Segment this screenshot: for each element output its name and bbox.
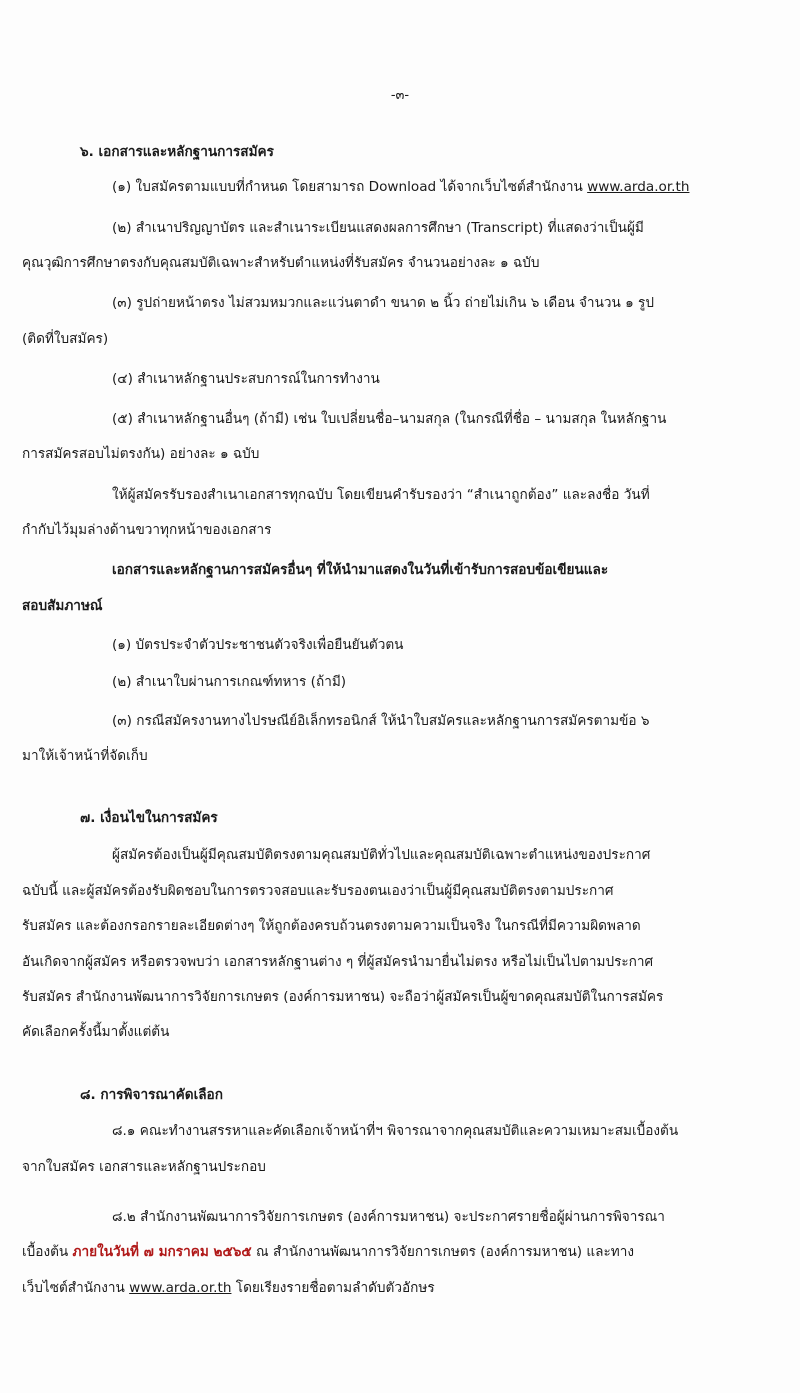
other-item-3-line-2: มาให้เจ้าหน้าที่จัดเก็บ	[22, 748, 148, 764]
other-docs-line-1: เอกสารและหลักฐานการสมัครอื่นๆ ที่ให้นำมาแสดงในวันที่เข้ารับการสอบข้อเขียนและ	[112, 562, 609, 578]
section-7-heading: ๗. เงื่อนไขในการสมัคร	[80, 810, 218, 826]
other-item-1: (๑) บัตรประจำตัวประชาชนตัวจริงเพื่อยืนยันตัวตน	[112, 637, 404, 653]
s8-2-line-3	[22, 1276, 435, 1300]
other-item-2: (๒) สำเนาใบผ่านการเกณฑ์ทหาร (ถ้ามี)	[112, 674, 347, 690]
s7-line-3: รับสมัคร และต้องกรอกรายละเอียดต่างๆ ให้ถูกต้องครบถ้วนตรงตามความเป็นจริง ในกรณีที่มีความผิดพลาด	[22, 918, 641, 934]
s7-line-1: ผู้สมัครต้องเป็นผู้มีคุณสมบัติตรงตามคุณสมบัติทั่วไปและคุณสมบัติเฉพาะตำแหน่งของประกาศ	[112, 847, 651, 863]
other-docs-line-2: สอบสัมภาษณ์	[22, 598, 103, 614]
other-item-3-line-1: (๓) กรณีสมัครงานทางไปรษณีย์อิเล็กทรอนิกส์ ให้นำใบสมัครและหลักฐานการสมัครตามข้อ ๖	[112, 713, 650, 729]
arda-website-link[interactable]: www.arda.or.th	[587, 179, 690, 195]
s6-item-2-line-2: คุณวุฒิการศึกษาตรงกับคุณสมบัติเฉพาะสำหรับตำแหน่งที่รับสมัคร จำนวนอย่างละ ๑ ฉบับ	[22, 255, 540, 271]
s7-line-6: คัดเลือกครั้งนี้มาตั้งแต่ต้น	[22, 1024, 170, 1040]
s8-1-line-2: จากใบสมัคร เอกสารและหลักฐานประกอบ	[22, 1159, 266, 1175]
s6-item-1-text: (๑) ใบสมัครตามแบบที่กำหนด โดยสามารถ Download ได้จากเว็บไซต์สำนักงาน	[112, 179, 588, 195]
s6-item-2-line-1: (๒) สำเนาปริญญาบัตร และสำเนาระเบียนแสดงผลการศึกษา (Transcript) ที่แสดงว่าเป็นผู้มี	[112, 220, 644, 236]
s8-2-line-1: ๘.๒ สำนักงานพัฒนาการวิจัยการเกษตร (องค์การมหาชน) จะประกาศรายชื่อผู้ผ่านการพิจารณา	[112, 1209, 665, 1225]
page-number: -๓-	[390, 88, 410, 103]
s8-2-text-a: เบื้องต้น	[22, 1244, 73, 1260]
s7-line-2: ฉบับนี้ และผู้สมัครต้องรับผิดชอบในการตรวจสอบและรับรองตนเองว่าเป็นผู้มีคุณสมบัติตรงตามประกาศ	[22, 883, 614, 899]
s6-item-4: (๔) สำเนาหลักฐานประสบการณ์ในการทำงาน	[112, 371, 380, 387]
s8-2-text-d: โดยเรียงรายชื่อตามลำดับตัวอักษร	[231, 1280, 435, 1296]
s8-1-line-1: ๘.๑ คณะทำงานสรรหาและคัดเลือกเจ้าหน้าที่ฯ พิจารณาจากคุณสมบัติและความเหมาะสมเบื้องต้น	[112, 1123, 679, 1139]
s6-item-1	[112, 175, 689, 199]
announcement-date: ภายในวันที่ ๗ มกราคม ๒๕๖๕	[72, 1244, 252, 1260]
arda-website-link-2[interactable]: www.arda.or.th	[129, 1280, 232, 1296]
s6-item-3-line-1: (๓) รูปถ่ายหน้าตรง ไม่สวมหมวกและแว่นตาดำ ขนาด ๒ นิ้ว ถ่ายไม่เกิน ๖ เดือน จำนวน ๑ รูป	[112, 295, 654, 311]
s6-item-5-line-1: (๕) สำเนาหลักฐานอื่นๆ (ถ้ามี) เช่น ใบเปลี่ยนชื่อ–นามสกุล (ในกรณีที่ชื่อ – นามสกุล ในหลักฐาน	[112, 411, 667, 427]
s8-2-text-b: ณ สำนักงานพัฒนาการวิจัยการเกษตร (องค์การมหาชน) และทาง	[251, 1244, 634, 1260]
section-6-heading: ๖. เอกสารและหลักฐานการสมัคร	[80, 144, 274, 160]
s8-2-text-c: เว็บไซต์สำนักงาน	[22, 1280, 130, 1296]
s7-line-5: รับสมัคร สำนักงานพัฒนาการวิจัยการเกษตร (องค์การมหาชน) จะถือว่าผู้สมัครเป็นผู้ขาดคุณสมบัติในการสมัคร	[22, 989, 664, 1005]
certify-line-1: ให้ผู้สมัครรับรองสำเนาเอกสารทุกฉบับ โดยเขียนคำรับรองว่า “สำเนาถูกต้อง” และลงชื่อ วันที่	[112, 487, 650, 503]
s7-line-4: อันเกิดจากผู้สมัคร หรือตรวจพบว่า เอกสารหลักฐานต่าง ๆ ที่ผู้สมัครนำมายื่นไม่ตรง หรือไม่เป็นไปตามประกาศ	[22, 954, 654, 970]
section-8-heading: ๘. การพิจารณาคัดเลือก	[80, 1087, 223, 1103]
s6-item-3-line-2: (ติดที่ใบสมัคร)	[22, 331, 109, 347]
s8-2-line-2	[22, 1240, 634, 1264]
s6-item-5-line-2: การสมัครสอบไม่ตรงกัน) อย่างละ ๑ ฉบับ	[22, 446, 260, 462]
certify-line-2: กำกับไว้มุมล่างด้านขวาทุกหน้าของเอกสาร	[22, 522, 272, 538]
